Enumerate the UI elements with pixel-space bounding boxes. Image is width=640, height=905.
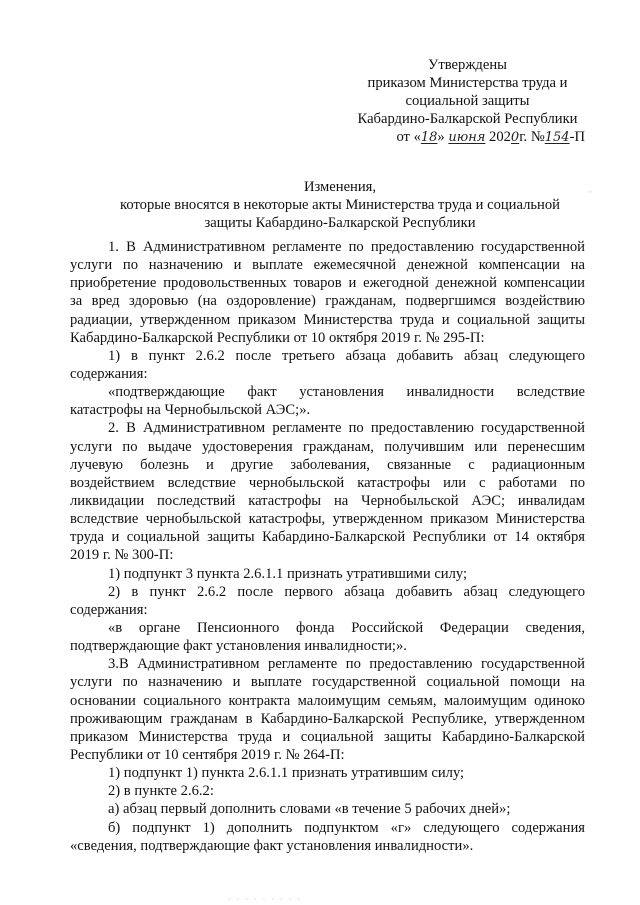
approval-line-2: приказом Министерства труда и (367, 75, 568, 91)
margin-mark: · (589, 187, 592, 197)
body-line: 2) в пункте 2.6.2: (108, 783, 214, 800)
body-line: приказом Министерства труда и социальной защиты Кабардино-Балкарской (70, 728, 585, 745)
body-line: б) подпункт 1) дополнить подпунктом «г» следующего содержания (108, 819, 585, 836)
body-line: 1. В Административном регламенте по предоставлению государственной (108, 239, 585, 255)
number-suffix: -П (569, 129, 585, 145)
body-line: содержания: (70, 365, 148, 382)
body-line: 3.В Административном регламенте по предоставлению государственной (108, 656, 585, 673)
body-line: 2019 г. № 300-П: (70, 547, 174, 564)
approval-line-1: Утверждены (428, 57, 507, 73)
body-line: услуги по назначению и выплате ежемесячной денежной компенсации на (70, 257, 585, 274)
body-line: Республики от 10 сентября 2019 г. № 264-П: (70, 746, 345, 763)
body-line: вследствие чернобыльской катастрофы, утвержденном приказом Министерства (70, 511, 585, 528)
body-line: «в органе Пенсионного фонда Российской Федерации сведения, (108, 619, 585, 636)
approval-block (350, 56, 585, 147)
title-line-3: защиты Кабардино-Балкарской Республики (204, 215, 476, 231)
body-line: «подтверждающие факт установления инвалидности вследствие (108, 384, 585, 401)
body-line: 2) в пункт 2.6.2 после первого абзаца добавить абзац следующего (108, 583, 585, 600)
body-line: катастрофы на Чернобыльской АЭС;». (70, 402, 311, 419)
body-line: лучевую болезнь и другие заболевания, связанные с радиационным (70, 456, 585, 473)
body-line: воздействием вследствие чернобыльской катастрофы или с работами по (70, 474, 585, 491)
body-line: 1) подпункт 3 пункта 2.6.1.1 признать утратившими силу; (108, 565, 468, 582)
body-line: приобретение продовольственных товаров и ежегодной денежной компенсации (70, 275, 585, 292)
body-line: «сведения, подтверждающие факт установления инвалидности». (70, 837, 474, 854)
date-mid: » (437, 129, 445, 145)
title-line-2: которые вносятся в некоторые акты Министерства труда и социальной (120, 197, 560, 213)
document-body (70, 238, 585, 855)
approval-line-3: социальной защиты (405, 93, 530, 109)
title-line-1: Изменения, (303, 179, 377, 195)
body-line: 2. В Административном регламенте по предоставлению государственной (108, 420, 585, 437)
year-prefix: 202 (489, 129, 511, 145)
handwritten-year-digit: 0 (510, 130, 520, 145)
body-line: 1) подпункт 1) пункта 2.6.1.1 признать утратившим силу; (108, 765, 465, 782)
date-prefix: от « (396, 129, 421, 145)
body-line: ликвидации последствий катастрофы на Чернобыльской АЭС; инвалидам (70, 492, 585, 509)
body-line: основании социального контракта малоимущим семьям, малоимущим одиноко (70, 692, 585, 709)
handwritten-month: июня (448, 130, 486, 145)
approval-date-line (350, 128, 585, 147)
body-line: подтверждающие факт установления инвалидности;». (70, 638, 407, 655)
approval-line-4: Кабардино-Балкарской Республики (357, 111, 578, 127)
body-line: услуги по выдаче удостоверения гражданам, получившим или перенесшим (70, 438, 585, 455)
body-line: услуги по назначению и выплате государственной социальной помощи на (70, 674, 585, 691)
number-prefix: г. № (519, 129, 545, 145)
handwritten-day: 18 (420, 130, 438, 145)
body-line: 1) в пункт 2.6.2 после третьего абзаца добавить абзац следующего (108, 347, 585, 364)
body-line: за вред здоровью (на оздоровление) гражданам, подвергшимся воздействию (70, 293, 585, 310)
body-line: содержания: (70, 601, 148, 618)
body-line: радиации, утвержденном приказом Министерства труда и социальной защиты (70, 311, 585, 328)
handwritten-number: 154 (544, 130, 570, 145)
document-title (60, 178, 620, 232)
footer-dots: · · · · · · · · · (228, 895, 302, 904)
body-line: проживающим гражданам в Кабардино-Балкарской Республике, утвержденном (70, 710, 585, 727)
body-line: Кабардино-Балкарской Республики от 10 октября 2019 г. № 295-П: (70, 329, 485, 346)
body-line: а) абзац первый дополнить словами «в течение 5 рабочих дней»; (108, 801, 511, 818)
body-line: труда и социальной защиты Кабардино-Балкарской Республики от 14 октября (70, 529, 585, 546)
